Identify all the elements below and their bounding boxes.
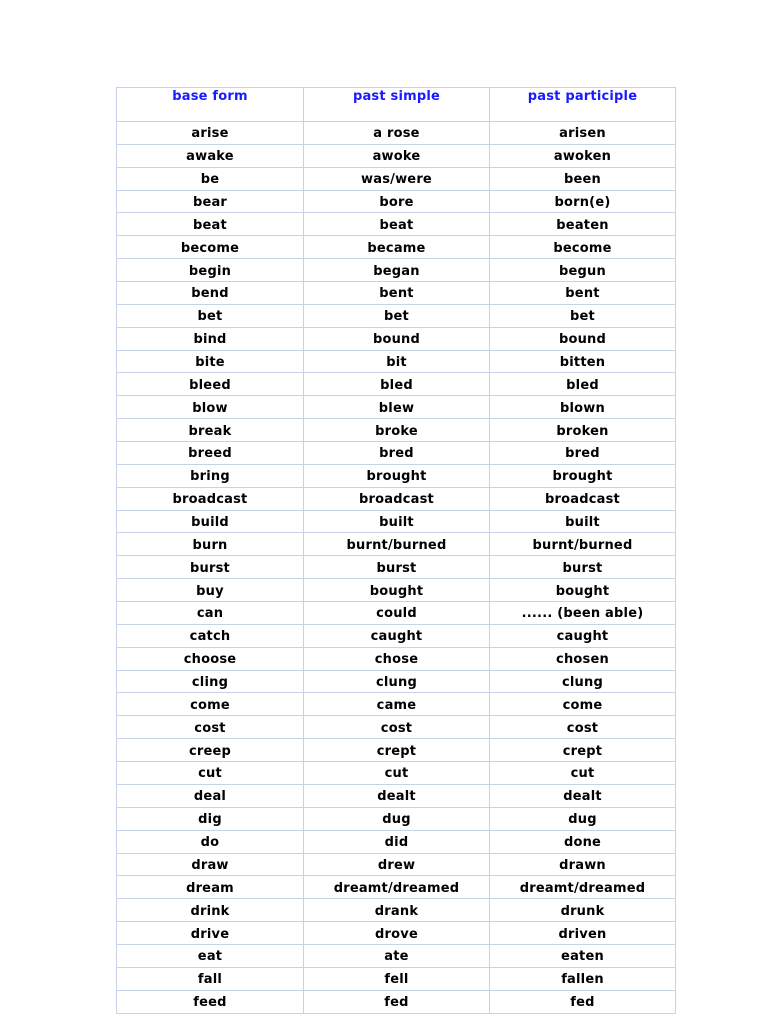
base-form-cell: blow xyxy=(117,396,304,419)
past-participle-cell: cut xyxy=(490,762,676,785)
table-row xyxy=(117,259,676,282)
table-row xyxy=(117,419,676,442)
table-row xyxy=(117,282,676,305)
table-row xyxy=(117,190,676,213)
past-participle-cell: burst xyxy=(490,556,676,579)
past-simple-cell: was/were xyxy=(304,167,490,190)
past-simple-cell: built xyxy=(304,510,490,533)
past-simple-cell: crept xyxy=(304,739,490,762)
base-form-cell: draw xyxy=(117,853,304,876)
past-simple-cell: burnt/burned xyxy=(304,533,490,556)
past-simple-cell: chose xyxy=(304,647,490,670)
base-form-cell: beat xyxy=(117,213,304,236)
table-header-row xyxy=(117,88,676,122)
past-simple-cell: drank xyxy=(304,899,490,922)
past-participle-cell: blown xyxy=(490,396,676,419)
past-simple-cell: came xyxy=(304,693,490,716)
past-participle-cell: bred xyxy=(490,442,676,465)
past-participle-cell: driven xyxy=(490,922,676,945)
base-form-cell: cut xyxy=(117,762,304,785)
past-participle-cell: built xyxy=(490,510,676,533)
past-simple-cell: caught xyxy=(304,624,490,647)
table-row xyxy=(117,784,676,807)
base-form-cell: burn xyxy=(117,533,304,556)
base-form-cell: buy xyxy=(117,579,304,602)
past-simple-cell: began xyxy=(304,259,490,282)
past-simple-cell: bet xyxy=(304,304,490,327)
past-participle-cell: bound xyxy=(490,327,676,350)
table-row xyxy=(117,762,676,785)
past-participle-cell: drunk xyxy=(490,899,676,922)
table-row xyxy=(117,373,676,396)
past-participle-cell: become xyxy=(490,236,676,259)
past-simple-cell: cost xyxy=(304,716,490,739)
past-simple-cell: clung xyxy=(304,670,490,693)
past-simple-cell: bred xyxy=(304,442,490,465)
past-participle-cell: been xyxy=(490,167,676,190)
past-simple-cell: bound xyxy=(304,327,490,350)
past-participle-cell: beaten xyxy=(490,213,676,236)
table-row xyxy=(117,624,676,647)
past-simple-cell: bled xyxy=(304,373,490,396)
base-form-cell: bring xyxy=(117,464,304,487)
table-row xyxy=(117,670,676,693)
table-row xyxy=(117,853,676,876)
table-row xyxy=(117,876,676,899)
base-form-cell: dream xyxy=(117,876,304,899)
table-row xyxy=(117,807,676,830)
base-form-cell: fall xyxy=(117,967,304,990)
past-participle-cell: burnt/burned xyxy=(490,533,676,556)
past-participle-cell: ...... (been able) xyxy=(490,602,676,625)
past-simple-cell: dug xyxy=(304,807,490,830)
past-simple-cell: dreamt/dreamed xyxy=(304,876,490,899)
past-simple-cell: bit xyxy=(304,350,490,373)
past-participle-cell: born(e) xyxy=(490,190,676,213)
base-form-cell: creep xyxy=(117,739,304,762)
base-form-cell: awake xyxy=(117,144,304,167)
table-row xyxy=(117,236,676,259)
past-participle-cell: clung xyxy=(490,670,676,693)
past-simple-cell: beat xyxy=(304,213,490,236)
past-participle-cell: bet xyxy=(490,304,676,327)
past-simple-cell: fed xyxy=(304,990,490,1013)
table-row xyxy=(117,990,676,1013)
table-row xyxy=(117,350,676,373)
past-participle-cell: eaten xyxy=(490,944,676,967)
table-row xyxy=(117,716,676,739)
table-row xyxy=(117,922,676,945)
table-row xyxy=(117,304,676,327)
past-simple-cell: broadcast xyxy=(304,487,490,510)
table-row xyxy=(117,739,676,762)
base-form-cell: come xyxy=(117,693,304,716)
past-participle-cell: fed xyxy=(490,990,676,1013)
table-row xyxy=(117,122,676,145)
past-participle-cell: bent xyxy=(490,282,676,305)
past-simple-cell: awoke xyxy=(304,144,490,167)
irregular-verbs-table xyxy=(116,87,676,1014)
past-simple-cell: broke xyxy=(304,419,490,442)
base-form-cell: become xyxy=(117,236,304,259)
table-row xyxy=(117,556,676,579)
past-simple-cell: could xyxy=(304,602,490,625)
base-form-cell: build xyxy=(117,510,304,533)
past-participle-cell: cost xyxy=(490,716,676,739)
past-participle-cell: dealt xyxy=(490,784,676,807)
past-participle-cell: crept xyxy=(490,739,676,762)
base-form-cell: dig xyxy=(117,807,304,830)
past-simple-cell: bore xyxy=(304,190,490,213)
base-form-cell: drink xyxy=(117,899,304,922)
past-simple-cell: cut xyxy=(304,762,490,785)
table-row xyxy=(117,967,676,990)
table-body xyxy=(117,122,676,1014)
past-participle-cell: drawn xyxy=(490,853,676,876)
table-row xyxy=(117,396,676,419)
past-simple-cell: brought xyxy=(304,464,490,487)
table-row xyxy=(117,442,676,465)
base-form-cell: bear xyxy=(117,190,304,213)
past-participle-cell: dreamt/dreamed xyxy=(490,876,676,899)
past-simple-cell: a rose xyxy=(304,122,490,145)
base-form-cell: be xyxy=(117,167,304,190)
table-row xyxy=(117,487,676,510)
past-simple-cell: bought xyxy=(304,579,490,602)
base-form-cell: deal xyxy=(117,784,304,807)
base-form-cell: feed xyxy=(117,990,304,1013)
base-form-cell: bind xyxy=(117,327,304,350)
base-form-cell: drive xyxy=(117,922,304,945)
header-past-participle: past participle xyxy=(490,88,676,122)
base-form-cell: burst xyxy=(117,556,304,579)
base-form-cell: bleed xyxy=(117,373,304,396)
past-participle-cell: bled xyxy=(490,373,676,396)
table-row xyxy=(117,144,676,167)
past-participle-cell: bought xyxy=(490,579,676,602)
table-row xyxy=(117,944,676,967)
base-form-cell: choose xyxy=(117,647,304,670)
past-simple-cell: ate xyxy=(304,944,490,967)
past-simple-cell: fell xyxy=(304,967,490,990)
past-simple-cell: drew xyxy=(304,853,490,876)
past-participle-cell: broadcast xyxy=(490,487,676,510)
base-form-cell: eat xyxy=(117,944,304,967)
base-form-cell: break xyxy=(117,419,304,442)
table-row xyxy=(117,533,676,556)
table-row xyxy=(117,899,676,922)
base-form-cell: do xyxy=(117,830,304,853)
base-form-cell: bet xyxy=(117,304,304,327)
past-participle-cell: chosen xyxy=(490,647,676,670)
past-participle-cell: done xyxy=(490,830,676,853)
table-row xyxy=(117,327,676,350)
table-row xyxy=(117,830,676,853)
table-row xyxy=(117,647,676,670)
base-form-cell: arise xyxy=(117,122,304,145)
past-participle-cell: broken xyxy=(490,419,676,442)
table-row xyxy=(117,510,676,533)
table-row xyxy=(117,693,676,716)
past-participle-cell: begun xyxy=(490,259,676,282)
base-form-cell: bend xyxy=(117,282,304,305)
past-participle-cell: dug xyxy=(490,807,676,830)
past-participle-cell: caught xyxy=(490,624,676,647)
past-simple-cell: did xyxy=(304,830,490,853)
past-simple-cell: drove xyxy=(304,922,490,945)
past-participle-cell: come xyxy=(490,693,676,716)
past-participle-cell: brought xyxy=(490,464,676,487)
table-row xyxy=(117,579,676,602)
base-form-cell: bite xyxy=(117,350,304,373)
base-form-cell: cling xyxy=(117,670,304,693)
header-base-form: base form xyxy=(117,88,304,122)
past-simple-cell: dealt xyxy=(304,784,490,807)
past-simple-cell: bent xyxy=(304,282,490,305)
table-row xyxy=(117,213,676,236)
table-row xyxy=(117,167,676,190)
base-form-cell: begin xyxy=(117,259,304,282)
past-simple-cell: burst xyxy=(304,556,490,579)
base-form-cell: catch xyxy=(117,624,304,647)
base-form-cell: can xyxy=(117,602,304,625)
past-simple-cell: blew xyxy=(304,396,490,419)
past-simple-cell: became xyxy=(304,236,490,259)
table-row xyxy=(117,464,676,487)
past-participle-cell: fallen xyxy=(490,967,676,990)
table-row xyxy=(117,602,676,625)
base-form-cell: broadcast xyxy=(117,487,304,510)
past-participle-cell: arisen xyxy=(490,122,676,145)
past-participle-cell: bitten xyxy=(490,350,676,373)
past-participle-cell: awoken xyxy=(490,144,676,167)
base-form-cell: breed xyxy=(117,442,304,465)
base-form-cell: cost xyxy=(117,716,304,739)
header-past-simple: past simple xyxy=(304,88,490,122)
